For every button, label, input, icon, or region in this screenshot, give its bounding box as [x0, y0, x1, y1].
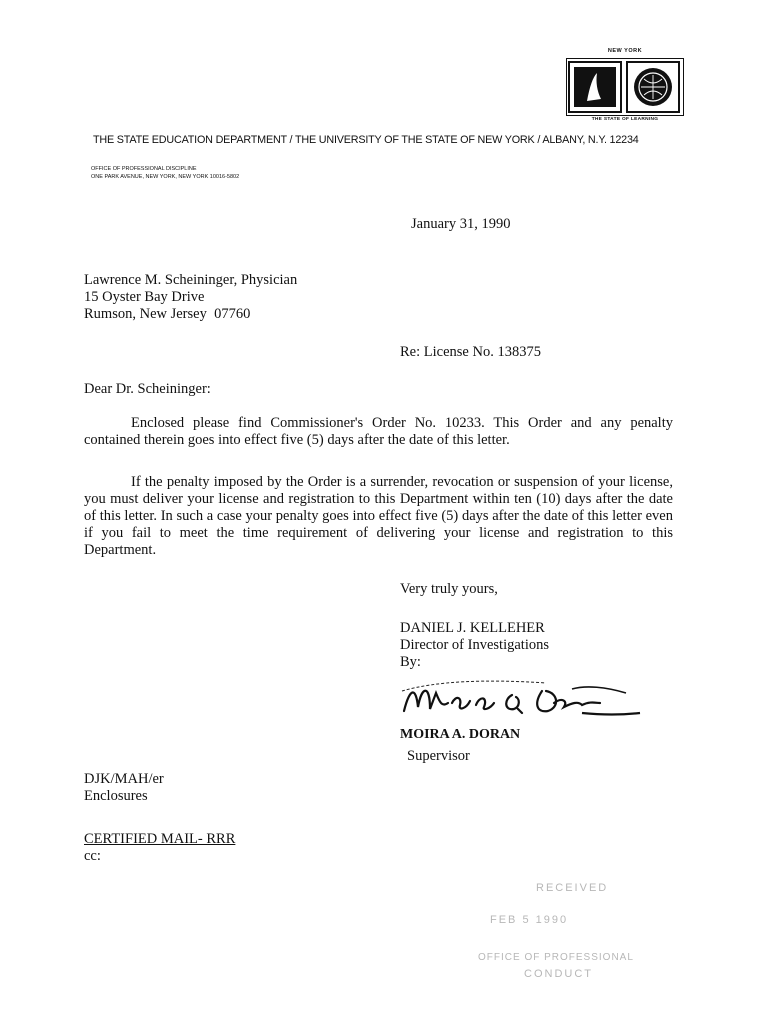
- recipient-city: Rumson, New Jersey 07760: [84, 306, 251, 322]
- office-name: OFFICE OF PROFESSIONAL DISCIPLINE: [91, 166, 197, 172]
- stamp-line-4: CONDUCT: [524, 968, 593, 980]
- salutation: Dear Dr. Scheininger:: [84, 381, 211, 397]
- reference-initials-block: [84, 771, 164, 805]
- body-paragraph-2: If the penalty imposed by the Order is a surrender, revocation or suspension of your license, you must deliver your license and registration to this Department within ten (10) days after the date of this letter. In such a case your penalty goes into effect five (5) days after the date of this letter even if you fail to meet the time requirement of delivering your license and registration to this Department.: [84, 474, 673, 558]
- by-label: By:: [400, 654, 421, 670]
- enclosures-note: Enclosures: [84, 788, 148, 804]
- reference-initials: DJK/MAH/er: [84, 771, 164, 787]
- state-seal-logo: [566, 48, 684, 124]
- received-stamp: [450, 880, 650, 990]
- stamp-line-3: OFFICE OF PROFESSIONAL: [478, 952, 634, 963]
- seal-graphic: [567, 59, 683, 115]
- stamp-line-2: FEB 5 1990: [490, 914, 569, 926]
- department-header: THE STATE EDUCATION DEPARTMENT / THE UNIVERSITY OF THE STATE OF NEW YORK / ALBANY, N.Y. 12234: [93, 134, 639, 146]
- logo-frame: [566, 58, 684, 116]
- cc-line: cc:: [84, 848, 101, 864]
- logo-bottom-text: THE STATE OF LEARNING: [591, 117, 659, 122]
- logo-top-text: NEW YORK: [607, 48, 643, 54]
- office-address: ONE PARK AVENUE, NEW YORK, NEW YORK 10016-5802: [91, 174, 240, 180]
- closing: Very truly yours,: [400, 581, 498, 597]
- recipient-name: Lawrence M. Scheininger, Physician: [84, 272, 298, 288]
- signer-title: Supervisor: [407, 748, 470, 764]
- recipient-address: [84, 272, 297, 323]
- signer-name: MOIRA A. DORAN: [400, 727, 521, 742]
- reference-line: Re: License No. 138375: [400, 344, 541, 360]
- sender-title: Director of Investigations: [400, 637, 549, 653]
- letter-date: January 31, 1990: [411, 216, 511, 232]
- sender-block: [400, 620, 549, 671]
- stamp-line-1: RECEIVED: [536, 882, 609, 894]
- certified-mail-note: CERTIFIED MAIL- RRR: [84, 831, 236, 847]
- handwritten-signature: [396, 673, 644, 725]
- recipient-street: 15 Oyster Bay Drive: [84, 289, 205, 305]
- body-paragraph-1: Enclosed please find Commissioner's Order No. 10233. This Order and any penalty contained therein goes into effect five (5) days after the date of this letter.: [84, 415, 673, 448]
- sender-name: DANIEL J. KELLEHER: [400, 620, 545, 636]
